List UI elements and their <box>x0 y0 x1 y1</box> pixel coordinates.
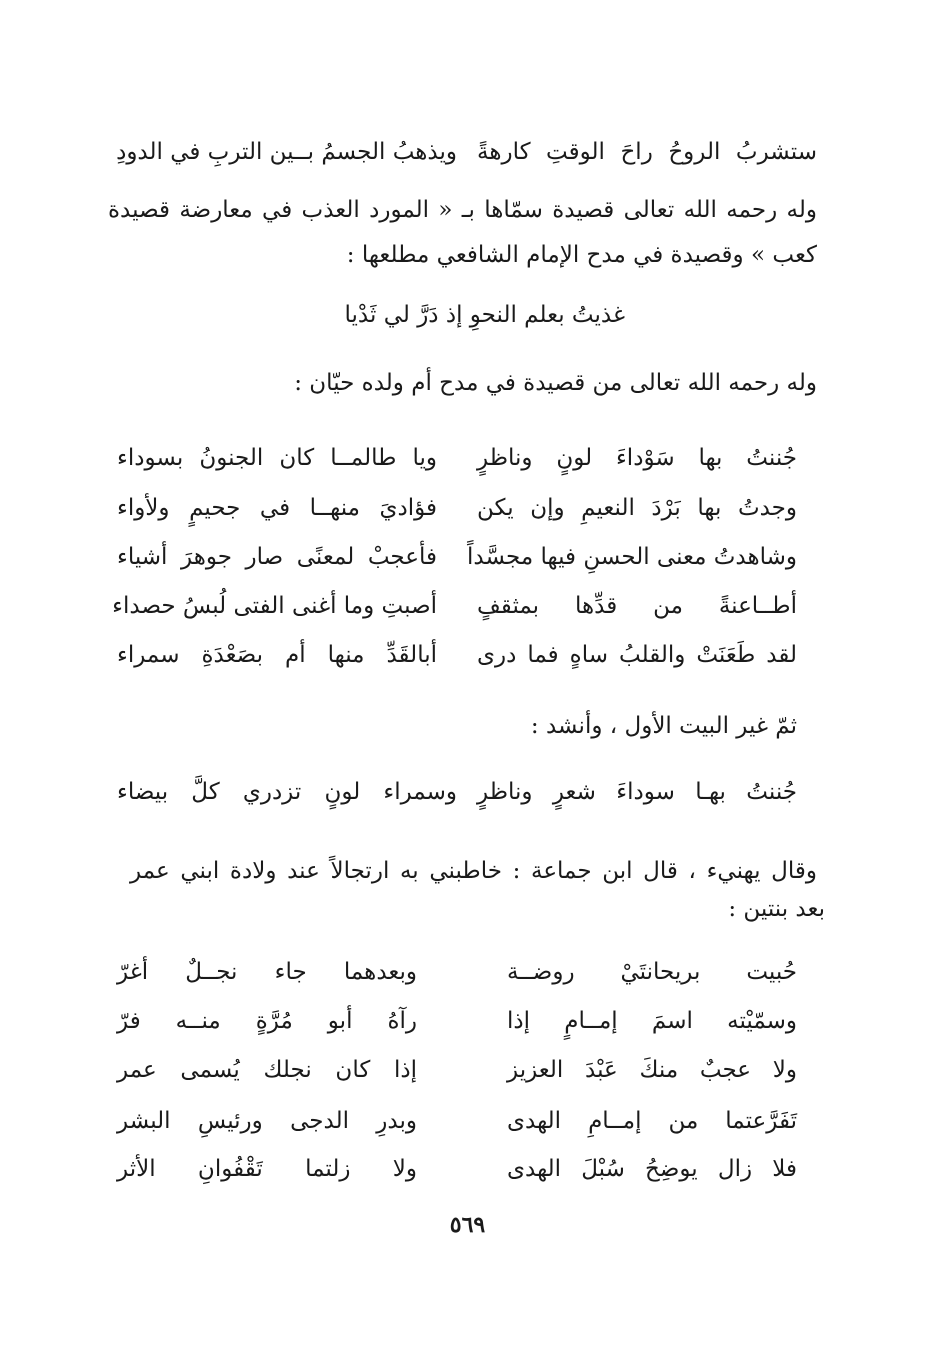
paragraph-1-line-2: كعب » وقصيدة في مدح الإمام الشافعي مطلعها : <box>346 242 817 268</box>
hemistich-2: فأعجبْ لمعنًى صار جوهرَ أشياء <box>117 544 437 570</box>
hemistich-2: ويا طالمــا كان الجنونُ بسوداء <box>117 445 437 471</box>
hemistich-2: ويذهبُ الجسمُ بــين التربِ في الدودِ <box>116 139 457 165</box>
hemistich-1: ولا عجبٌ منكَ عَبْدَ العزيز <box>507 1057 797 1083</box>
verse-top <box>117 135 817 169</box>
hemistich-1: جُننتُ بهـا سوداءَ شعرٍ وناظرٍ <box>477 779 797 805</box>
poem3-verse-3 <box>117 1053 797 1087</box>
poem1-verse-3 <box>117 540 797 574</box>
page-number: ٥٦٩ <box>449 1212 486 1238</box>
hemistich-2: أصبتِ وما أغنى الفتى لُبسُ حصداء <box>112 593 437 619</box>
hemistich-1: جُننتُ بها سَوْداءَ لونٍ وناظرٍ <box>477 445 797 471</box>
hemistich-1: وجدتُ بها بَرْدَ النعيمِ وإن يكن <box>477 495 797 521</box>
poem1-verse-2 <box>117 491 797 525</box>
hemistich-1: أطــاعنةً من قدِّها بمثقفٍ <box>477 593 797 619</box>
hemistich-1: وشاهدتُ معنى الحسنِ فيها مجسَّداً <box>467 544 797 570</box>
poem3-verse-1 <box>117 955 797 989</box>
hemistich-2: أبالقَدِّ منها أم بصَعْدَةِ سمراء <box>117 642 437 668</box>
hemistich-1: ستشربُ الروحُ راحَ الوقتِ كارهةً <box>477 139 817 165</box>
hemistich-2: فؤاديَ منهــا في جحيمٍ ولأواء <box>117 495 437 521</box>
hemistich-2: إذا كان نجلك يُسمى عمر <box>117 1057 417 1083</box>
hemistich-1: لقد طَعَنَتْ والقلبُ ساهٍ فما درى <box>477 642 797 668</box>
paragraph-3: ثمّ غير البيت الأول ، وأنشد : <box>530 713 797 739</box>
paragraph-4-line-2: بعد بنتين : <box>728 896 825 922</box>
hemistich-2: ولا زلتما تَقْفُوانِ الأثر <box>117 1156 417 1182</box>
poem1-verse-4 <box>112 589 797 623</box>
hemistich-2: وبعدهما جاء نجــلٌ أغرّ <box>117 959 417 985</box>
poem1-verse-1 <box>117 441 797 475</box>
poem3-verse-5 <box>117 1152 797 1186</box>
hemistich-1: حُبيت بريحانتَيْ روضــة <box>507 959 797 985</box>
poem3-verse-4 <box>117 1104 797 1138</box>
hemistich-1: وسمّيْته اسمَ إمــامٍ إذا <box>507 1008 797 1034</box>
hemistich-2: رآهُ أبو مُرَّةٍ منــه فرّ <box>117 1008 417 1034</box>
hemistich-1: فلا زال يوضِحُ سُبْلَ الهدى <box>507 1156 797 1182</box>
poem1-verse-5 <box>117 638 797 672</box>
single-verse: غذيتُ بعلم النحوِ إذ دَرَّ لي ثَدْيا <box>344 302 625 328</box>
hemistich-1: تَفَرَّعتما من إمــامِ الهدى <box>507 1108 797 1134</box>
paragraph-2: وله رحمه الله تعالى من قصيدة في مدح أم ولده حيّان : <box>294 370 817 396</box>
paragraph-1-line-1: وله رحمه الله تعالى قصيدة سمّاها بـ « المورد العذب في معارضة قصيدة <box>108 197 817 223</box>
hemistich-2: وسمراء لونٍ تزدري كلَّ بيضاء <box>117 779 457 805</box>
paragraph-4-line-1: وقال يهنيء ، قال ابن جماعة : خاطبني به ارتجالاً عند ولادة ابني عمر <box>130 858 817 884</box>
poem2-verse <box>117 775 797 809</box>
poem3-verse-2 <box>117 1004 797 1038</box>
hemistich-2: وبدرِ الدجى ورئيسِ البشر <box>117 1108 417 1134</box>
